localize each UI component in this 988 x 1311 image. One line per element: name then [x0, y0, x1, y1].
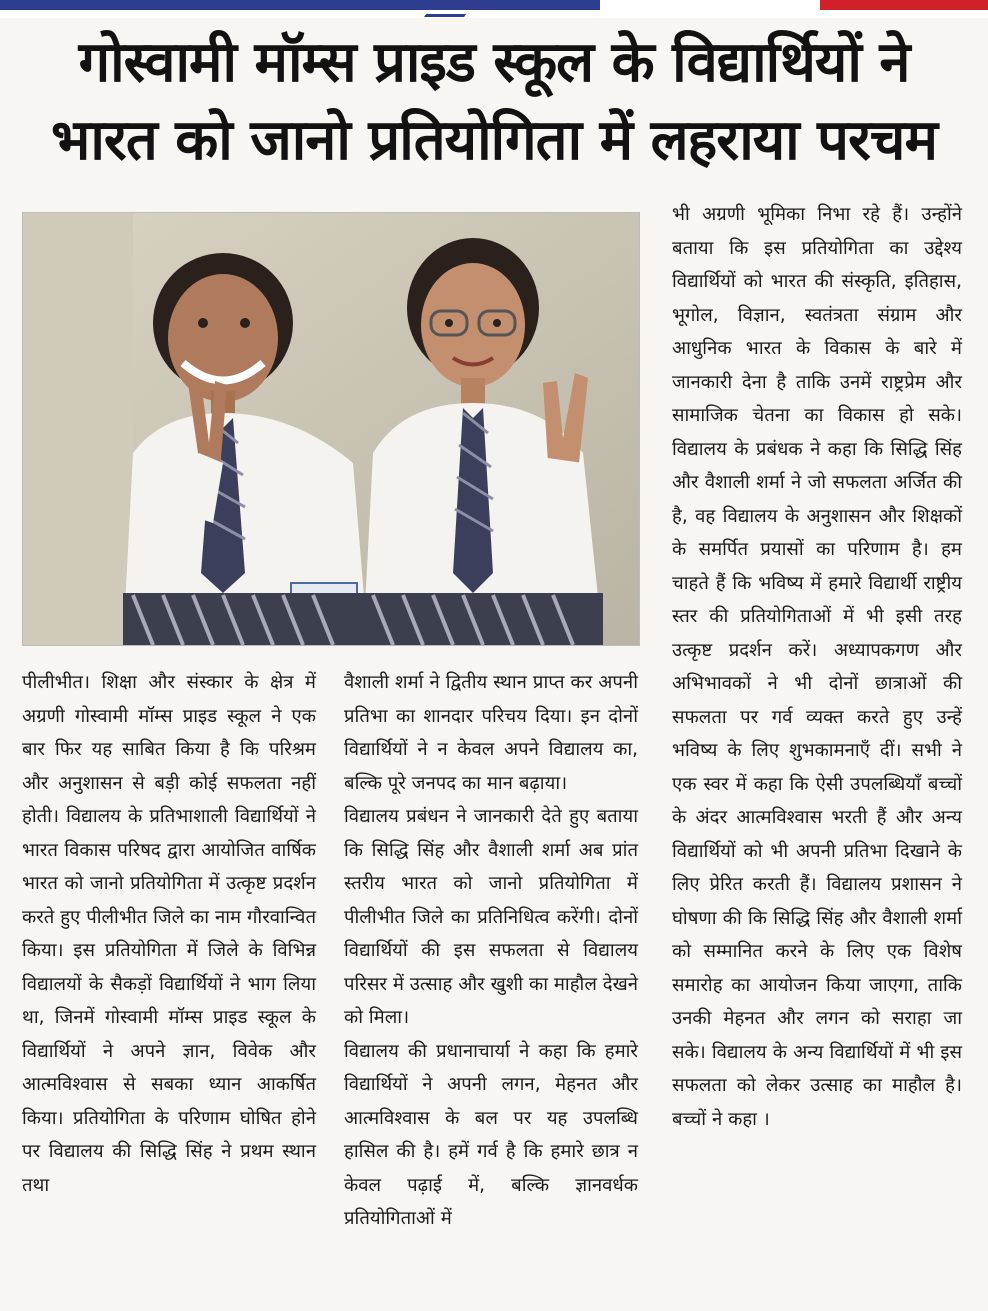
- masthead-blue-strip: [0, 0, 600, 10]
- column-1-text: पीलीभीत। शिक्षा और संस्कार के क्षेत्र में अग्रणी गोस्वामी मॉम्स प्राइड स्कूल ने एक बार फिर यह साबित किया है कि परिश्रम और अनुशासन से बड़ी कोई सफलता नहीं होती। विद्यालय के प्रतिभाशाली विद्यार्थियों ने भारत विकास परिषद द्वारा आयोजित वार्षिक भारत को जानो प्रतियोगिता में उत्कृष्ट प्रदर्शन करते हुए पीलीभीत जिले का नाम गौरवान्वित किया। इस प्रतियोगिता में जिले के विभिन्न विद्यालयों के सैकड़ों विद्यार्थियों ने भाग लिया था, जिनमें गोस्वामी मॉम्स प्राइड स्कूल के विद्यार्थियों ने अपने ज्ञान, विवेक और आत्मविश्वास से सबका ध्यान आकर्षित किया। प्रतियोगिता के परिणाम घोषित होने पर विद्यालय की सिद्धि सिंह ने प्रथम स्थान तथा: [22, 672, 316, 1196]
- headline-line-2: भारत को जानो प्रतियोगिता में लहराया परचम: [51, 108, 937, 173]
- column-2-paragraph-3: विद्यालय की प्रधानाचार्या ने कहा कि हमारे विद्यार्थियों ने अपनी लगन, मेहनत और आत्मविश्वास के बल पर यह उपलब्धि हासिल की है। हमें गर्व है कि हमारे छात्र न केवल पढ़ाई में, बल्कि ज्ञानवर्धक प्रतियोगिताओं में: [344, 1040, 638, 1229]
- article-headline: [20, 24, 968, 180]
- column-2-paragraph-2: विद्यालय प्रबंधन ने जानकारी देते हुए बताया कि सिद्धि सिंह और वैशाली शर्मा अब प्रांत स्तरीय भारत को जानो प्रतियोगिता में पीलीभीत जिले का प्रतिनिधित्व करेंगी। दोनों विद्यार्थियों की इस सफलता से विद्यालय परिसर में उत्साह और खुशी का माहौल देखने को मिला।: [344, 806, 638, 1028]
- article-column-2: [344, 666, 638, 1236]
- column-3-text: भी अग्रणी भूमिका निभा रहे हैं। उन्होंने बताया कि इस प्रतियोगिता का उद्देश्य विद्यार्थियों को भारत की संस्कृति, इतिहास, भूगोल, विज्ञान, स्वतंत्रता संग्राम और आधुनिक भारत के विकास के बारे में जानकारी देना है ताकि उनमें राष्ट्रप्रेम और सामाजिक चेतना का विकास हो सके। विद्यालय के प्रबंधक ने कहा कि सिद्धि सिंह और वैशाली शर्मा ने जो सफलता अर्जित की है, वह विद्यालय के अनुशासन और शिक्षकों के समर्पित प्रयासों का परिणाम है। हम चाहते हैं कि भविष्य में हमारे विद्यार्थी राष्ट्रीय स्तर की प्रतियोगिताओं में भी इसी तरह उत्कृष्ट प्रदर्शन करें। अध्यापकगण और अभिभावकों ने भी दोनों छात्राओं की सफलता पर गर्व व्यक्त करते हुए उन्हें भविष्य के लिए शुभकामनाएँ दीं। सभी ने एक स्वर में कहा कि ऐसी उपलब्धियाँ बच्चों के अंदर आत्मविश्वास भरती हैं और अन्य विद्यार्थियों को भी अपनी प्रतिभा दिखाने के लिए प्रेरित करती हैं। विद्यालय प्रशासन ने घोषणा की कि सिद्धि सिंह और वैशाली शर्मा को सम्मानित करने के लिए एक विशेष समारोह का आयोजन किया जाएगा, ताकि उनकी मेहनत और लगन को सराहा जा सके। विद्यालय के अन्य विद्यार्थियों में भी इस सफलता को लेकर उत्साह का माहौल है। बच्चों ने कहा ।: [672, 204, 962, 1130]
- students-photo-illustration: [23, 213, 639, 645]
- headline-line-1: गोस्वामी मॉम्स प्राइड स्कूल के विद्यार्थियों ने: [78, 30, 910, 95]
- masthead-red-strip: [820, 0, 988, 10]
- article-column-1: [22, 666, 316, 1202]
- article-photo: [22, 212, 640, 646]
- column-2-paragraph-1: वैशाली शर्मा ने द्वितीय स्थान प्राप्त कर अपनी प्रतिभा का शानदार परिचय दिया। इन दोनों विद्यार्थियों ने न केवल अपने विद्यालय का, बल्कि पूरे जनपद का मान बढ़ाया।: [344, 672, 638, 794]
- masthead-color-band: [0, 0, 988, 18]
- article-column-3: [672, 198, 962, 1136]
